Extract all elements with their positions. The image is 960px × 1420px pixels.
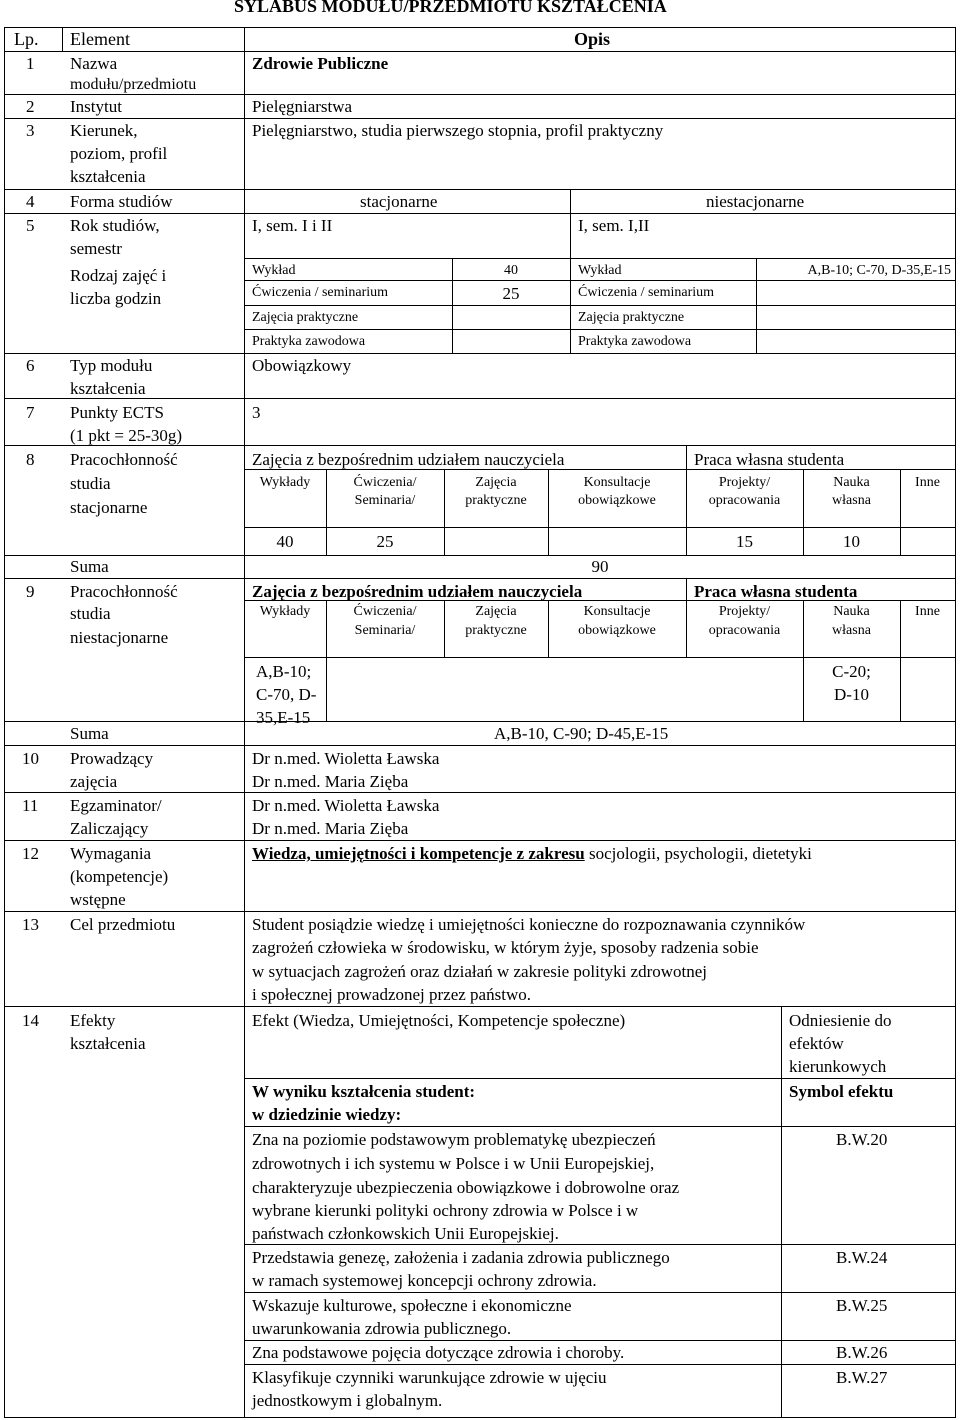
form-stationary: stacjonarne [360, 192, 438, 211]
row-number: 3 [26, 121, 35, 140]
row-label: Instytut [70, 97, 122, 116]
effect-text: Klasyfikuje czynniki warunkujące zdrowie w ujęciu [252, 1368, 607, 1387]
hours-value-left: 25 [502, 284, 520, 303]
col-header: obowiązkowe [578, 493, 656, 508]
effect-text: Przedstawia genezę, założenia i zadania zdrowia publicznego [252, 1248, 670, 1267]
col-header: praktyczne [465, 623, 527, 638]
effect-text: wybrane kierunki polityki ochrony zdrowia w Polsce i w [252, 1201, 639, 1220]
row-label: Pracochłonność [70, 450, 178, 469]
effect-text: uwarunkowania zdrowia publicznego. [252, 1319, 512, 1338]
col-header: Ćwiczenia/ [353, 475, 417, 490]
col-header: Wykłady [259, 475, 311, 490]
hours-value: D-10 [834, 685, 869, 704]
effect-symbol: B.W.25 [836, 1296, 888, 1315]
hours-item-left: Zajęcia praktyczne [252, 310, 359, 325]
effect-text: państwach członkowskich Unii Europejskiej. [252, 1224, 559, 1243]
hours-value: 25 [376, 532, 394, 551]
row-label: modułu/przedmiotu [70, 76, 197, 93]
effects-subhead: W wyniku kształcenia student: [252, 1082, 476, 1101]
hours-item-right: Wykład [578, 263, 622, 278]
row-label: Typ modułu [70, 356, 153, 375]
row-number: 2 [26, 97, 35, 116]
effects-head-right: efektów [789, 1034, 844, 1053]
col-header: Seminaria/ [354, 493, 416, 508]
row-label: liczba godzin [70, 289, 162, 308]
col-header: Wykłady [259, 604, 311, 619]
hours-value: C-70, D- [256, 685, 317, 704]
col-header: Zajęcia [475, 475, 517, 490]
row-label: (kompetencje) [70, 867, 169, 886]
row-number: 11 [22, 796, 39, 815]
document-title: SYLABUS MODUŁU/PRZEDMIOTU KSZTAŁCENIA [234, 0, 667, 16]
effect-text: Wskazuje kulturowe, społeczne i ekonomiczne [252, 1296, 572, 1315]
col-header: Zajęcia [475, 604, 517, 619]
hours-value: 35,E-15 [256, 708, 311, 727]
hours-value-left: 40 [504, 263, 518, 278]
row-number: 5 [26, 216, 35, 235]
row-label: kształcenia [70, 1034, 146, 1053]
row-label: poziom, profil [70, 144, 168, 163]
examiner-name: Dr n.med. Wioletta Ławska [252, 796, 440, 815]
col-header: Inne [915, 604, 940, 619]
form-nonstationary: niestacjonarne [706, 192, 805, 211]
requirements [252, 842, 812, 865]
hours-item-left: Wykład [252, 263, 296, 278]
effects-subhead: w dziedzinie wiedzy: [252, 1105, 402, 1124]
header-lp: Lp. [14, 29, 39, 49]
row-label: Prowadzący [70, 749, 154, 768]
row-number: 1 [26, 54, 35, 73]
col-header: praktyczne [465, 493, 527, 508]
row-label: wstępne [70, 890, 126, 909]
hours-value-right: A,B-10; C-70, D-35,E-15 [807, 263, 951, 278]
row-number: 6 [26, 356, 35, 375]
header-opis: Opis [574, 29, 611, 49]
effect-symbol: B.W.27 [836, 1368, 888, 1387]
row-label: Kierunek, [70, 121, 138, 140]
goal-line: w sytuacjach zagrożeń oraz działań w zakresie polityki zdrowotnej [252, 962, 708, 981]
row-label: Rodzaj zajęć i [70, 266, 167, 285]
effect-text: Zna na poziomie podstawowym problematykę ubezpieczeń [252, 1130, 656, 1149]
effect-text: w ramach systemowej koncepcji ochrony zdrowia. [252, 1271, 597, 1290]
hours-value: 15 [736, 532, 753, 551]
hours-item-left: Praktyka zawodowa [252, 334, 366, 349]
suma-value: 90 [591, 557, 609, 576]
teacher-name: Dr n.med. Maria Zięba [252, 772, 409, 791]
row-label: Zaliczający [70, 819, 149, 838]
header-element: Element [70, 29, 130, 49]
col-header: Ćwiczenia/ [353, 604, 417, 619]
hours-value: 40 [276, 532, 294, 551]
row-label: kształcenia [70, 379, 146, 398]
hours-value: A,B-10; [256, 662, 312, 681]
col-header: Konsultacje [583, 604, 651, 619]
teacher-name: Dr n.med. Wioletta Ławska [252, 749, 440, 768]
col-header: opracowania [708, 493, 781, 508]
effect-symbol: B.W.24 [836, 1248, 888, 1267]
hours-item-right: Ćwiczenia / seminarium [578, 285, 715, 300]
col-header: Inne [915, 475, 940, 490]
col-header: Seminaria/ [354, 623, 416, 638]
direction-value: Pielęgniarstwo, studia pierwszego stopnia, profil praktyczny [252, 121, 664, 140]
goal-line: zagrożeń człowieka w środowisku, w którym żyje, sposoby radzenia sobie [252, 938, 759, 957]
row-label: Pracochłonność [70, 582, 178, 601]
col-header: opracowania [708, 623, 781, 638]
goal-line: Student posiądzie wiedzę i umiejętności konieczne do rozpoznawania czynników [252, 915, 806, 934]
row-label: studia [70, 604, 111, 623]
row-label: niestacjonarne [70, 628, 169, 647]
col-header: Nauka [833, 604, 870, 619]
goal-line: i społecznej prowadzonej przez państwo. [252, 985, 531, 1004]
group-self: Praca własna studenta [694, 582, 858, 601]
row-label: studia [70, 474, 111, 493]
requirements-bold: Wiedza, umiejętności i kompetencje z zakresu [252, 844, 585, 863]
effect-symbol: B.W.20 [836, 1130, 888, 1149]
row-label: kształcenia [70, 167, 146, 186]
row-number: 10 [22, 749, 39, 768]
hours-item-left: Ćwiczenia / seminarium [252, 285, 389, 300]
examiner-name: Dr n.med. Maria Zięba [252, 819, 409, 838]
hours-item-right: Zajęcia praktyczne [578, 310, 685, 325]
requirements-rest: socjologii, psychologii, dietetyki [584, 844, 812, 863]
row-label: Punkty ECTS [70, 403, 164, 422]
group-self: Praca własna studenta [694, 450, 845, 469]
row-label: zajęcia [70, 772, 118, 791]
row-label: Forma studiów [70, 192, 173, 211]
row-label: Rok studiów, [70, 216, 160, 235]
effects-head: Efekt (Wiedza, Umiejętności, Kompetencje społeczne) [252, 1011, 626, 1030]
hours-value: 10 [843, 532, 860, 551]
row-number: 14 [22, 1011, 39, 1030]
year-stationary: I, sem. I i II [252, 216, 333, 235]
col-header: Projekty/ [718, 604, 771, 619]
effects-head-right: Odniesienie do [789, 1011, 892, 1030]
row-number: 12 [22, 844, 39, 863]
year-nonstationary: I, sem. I,II [578, 216, 650, 235]
suma-value: A,B-10, C-90; D-45,E-15 [494, 724, 669, 743]
group-teacher: Zajęcia z bezpośrednim udziałem nauczyciela [252, 582, 583, 601]
row-label: (1 pkt = 25-30g) [70, 426, 183, 445]
row-number: 9 [26, 582, 35, 601]
effects-head-right: kierunkowych [789, 1057, 887, 1076]
row-number: 13 [22, 915, 39, 934]
col-header: Konsultacje [583, 475, 651, 490]
col-header: Projekty/ [718, 475, 771, 490]
row-number: 8 [26, 450, 35, 469]
row-label: Egzaminator/ [70, 796, 162, 815]
col-header: Nauka [833, 475, 870, 490]
effect-text: charakteryzuje ubezpieczenia obowiązkowe i dobrowolne oraz [252, 1178, 680, 1197]
hours-value: C-20; [832, 662, 871, 681]
row-label: Cel przedmiotu [70, 915, 176, 934]
row-number: 4 [26, 192, 35, 211]
effects-symbol-head: Symbol efektu [789, 1082, 894, 1101]
hours-item-right: Praktyka zawodowa [578, 334, 692, 349]
row-label: semestr [70, 239, 122, 258]
subject-name: Zdrowie Publiczne [252, 54, 389, 73]
effect-text: jednostkowym i globalnym. [252, 1391, 443, 1410]
ects-value: 3 [252, 403, 261, 422]
row-number: 7 [26, 403, 35, 422]
row-label: Efekty [70, 1011, 116, 1030]
group-teacher: Zajęcia z bezpośrednim udziałem nauczyciela [252, 450, 565, 469]
row-label: Wymagania [70, 844, 152, 863]
module-type: Obowiązkowy [252, 356, 352, 375]
suma-label: Suma [70, 557, 109, 576]
suma-label: Suma [70, 724, 109, 743]
institute-value: Pielęgniarstwa [252, 97, 353, 116]
col-header: obowiązkowe [578, 623, 656, 638]
row-label: stacjonarne [70, 498, 148, 517]
col-header: własna [832, 623, 871, 638]
col-header: własna [832, 493, 871, 508]
effect-text: Zna podstawowe pojęcia dotyczące zdrowia i choroby. [252, 1343, 625, 1362]
effect-symbol: B.W.26 [836, 1343, 888, 1362]
row-label: Nazwa [70, 54, 118, 73]
effect-text: zdrowotnych i ich systemu w Polsce i w Unii Europejskiej, [252, 1154, 655, 1173]
